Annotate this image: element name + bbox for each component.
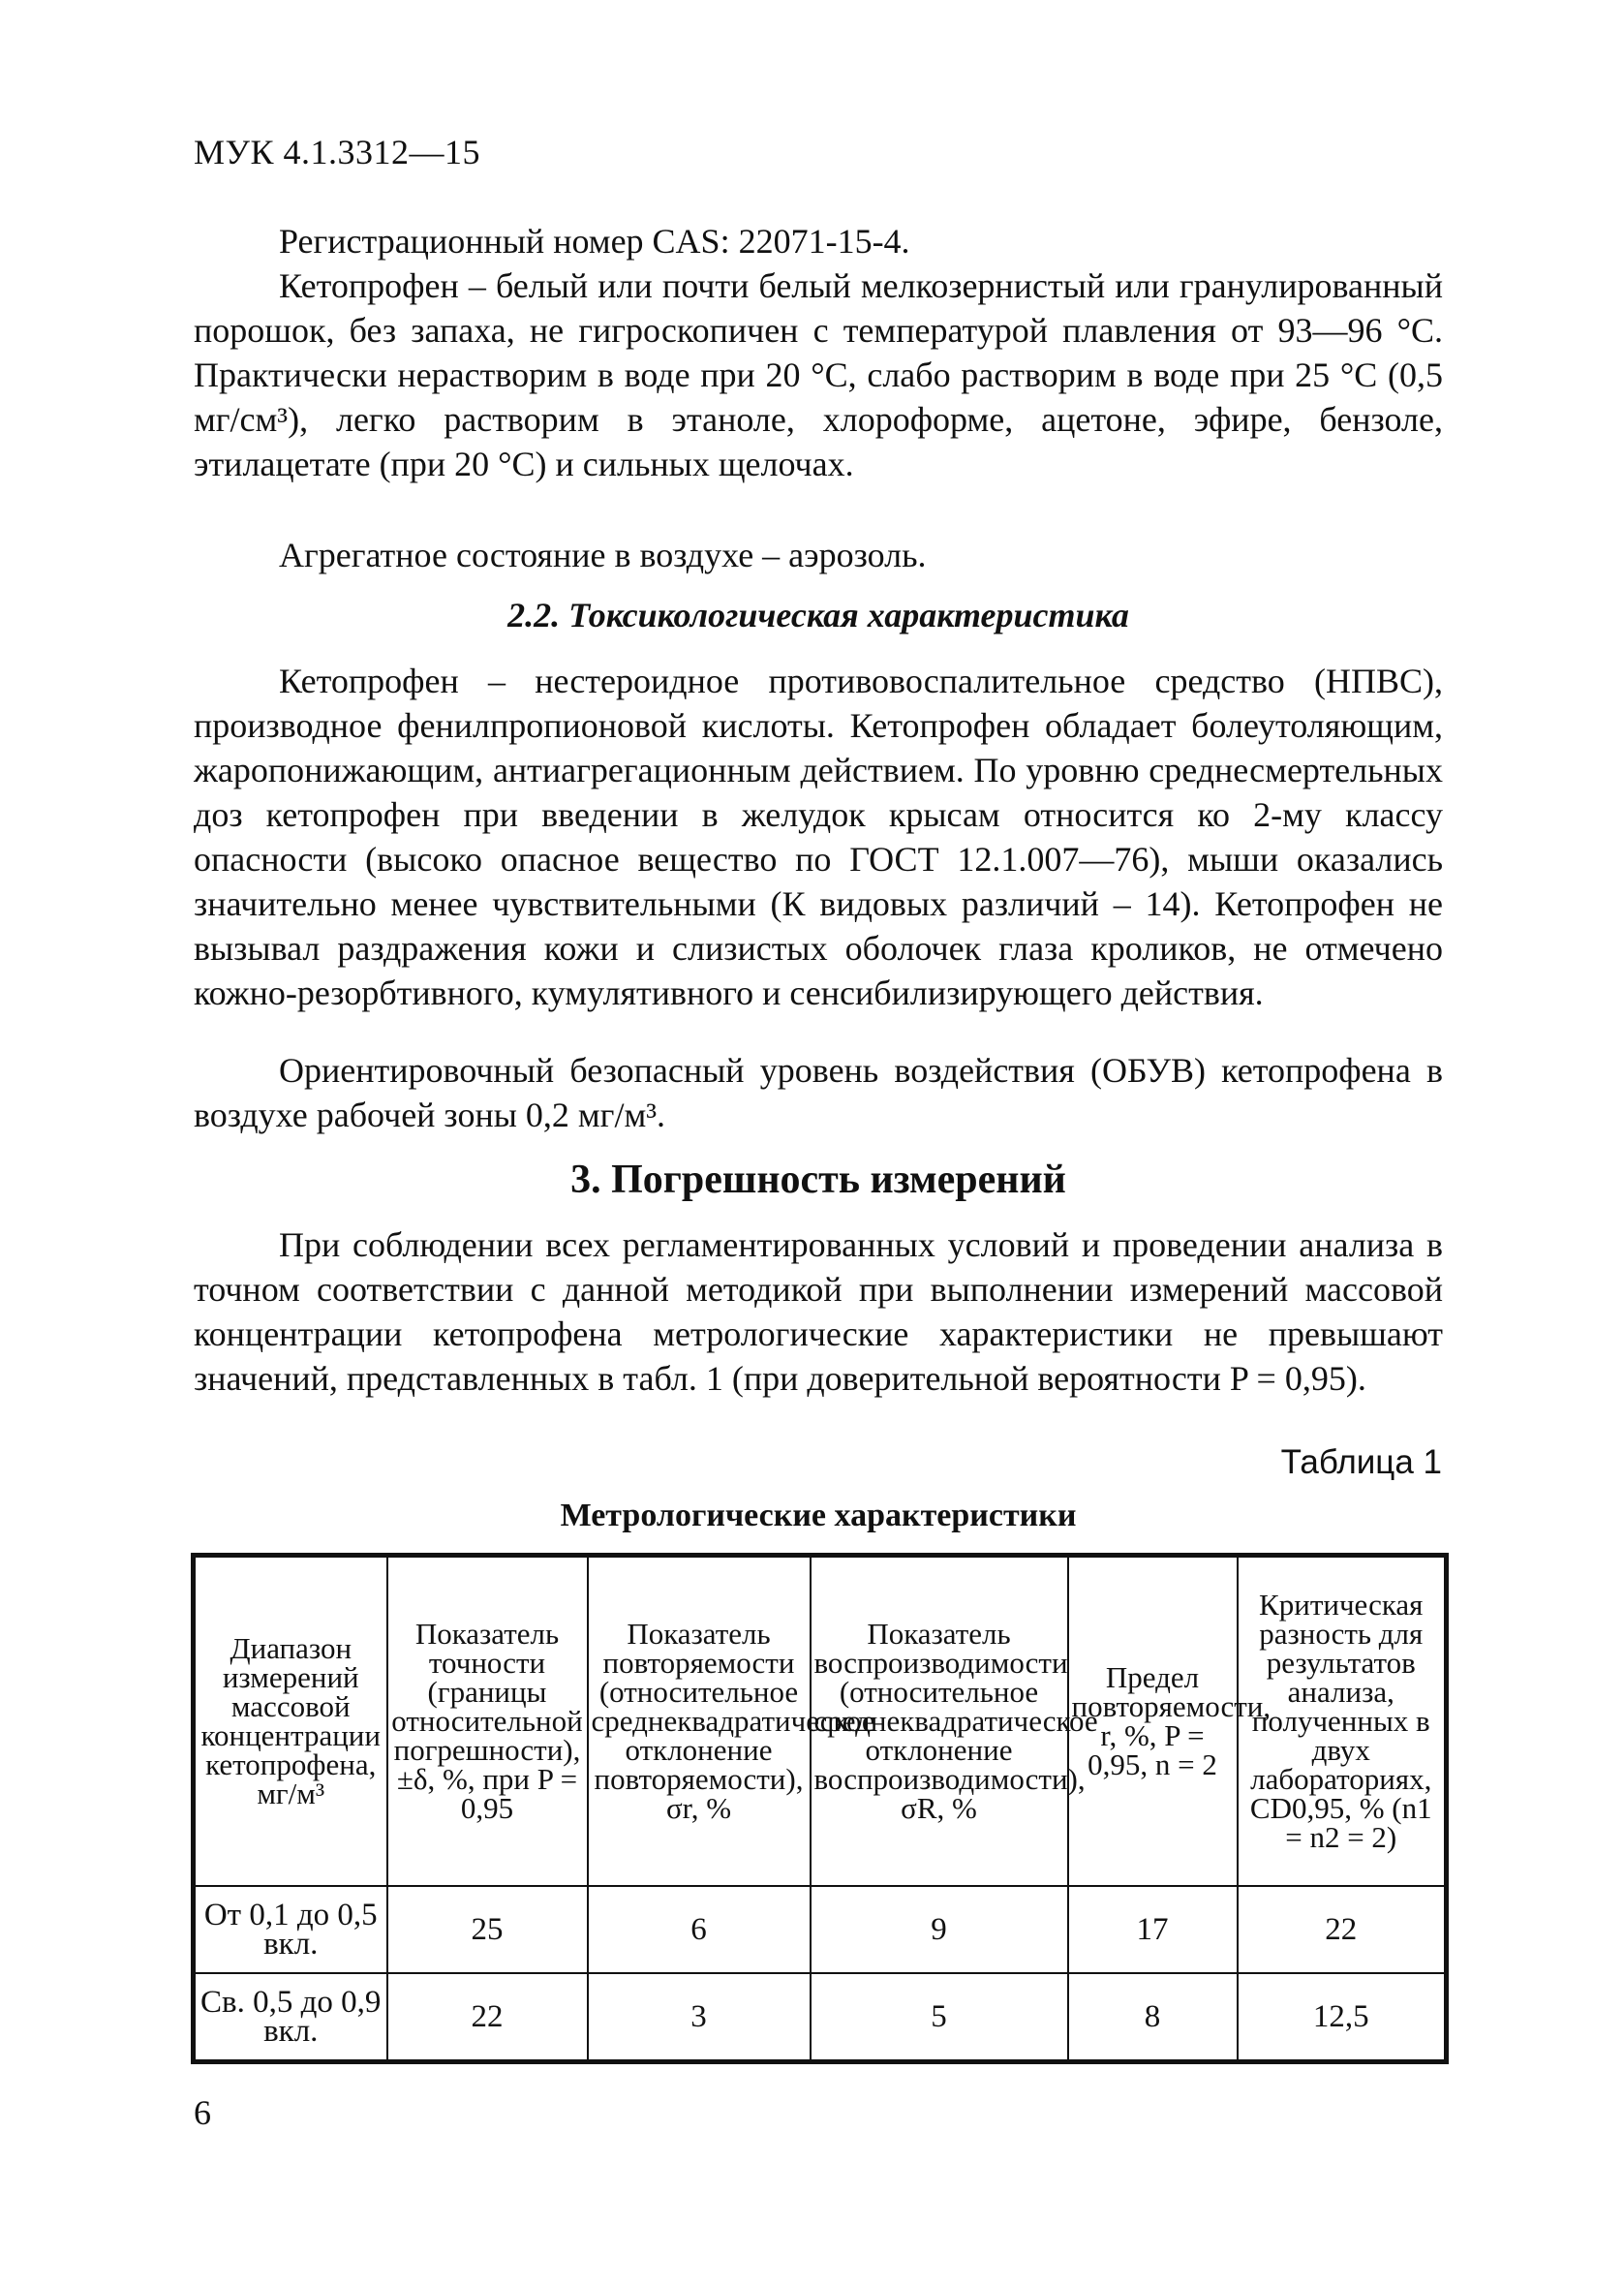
table-row xyxy=(194,1886,1447,1973)
header-accuracy: Показатель точности (границы относительной погрешности), ±δ, %, при P = 0,95 xyxy=(387,1556,588,1887)
table-cell: 22 xyxy=(387,1973,588,2062)
header-reproducibility: Показатель воспроизводимости (относительное среднеквадратическое отклонение воспроизводимости), σR, % xyxy=(811,1556,1068,1887)
table-cell: 8 xyxy=(1068,1973,1238,2062)
header-critical-difference: Критическая разность для результатов анализа, полученных в двух лабораториях, CD0,95, % (n1 = n2 = 2) xyxy=(1238,1556,1447,1887)
table-cell: 25 xyxy=(387,1886,588,1973)
table-cell: 9 xyxy=(811,1886,1068,1973)
measurement-error-paragraph: При соблюдении всех регламентированных условий и проведении анализа в точном соответствии с данной методикой при выполнении измерений массовой концентрации кетопрофена метрологические характеристики не превышают значений, представленных в табл. 1 (при доверительной вероятности P = 0,95). xyxy=(194,1225,1443,1398)
properties-paragraph-block xyxy=(194,263,1443,486)
toxicology-heading: 2.2. Токсикологическая характеристика xyxy=(507,596,1129,634)
table-header-row xyxy=(194,1556,1447,1887)
obuv-paragraph-block xyxy=(194,1048,1443,1137)
toxicology-paragraph-block xyxy=(194,659,1443,1015)
table-cell: 6 xyxy=(588,1886,811,1973)
table-cell: 3 xyxy=(588,1973,811,2062)
table-label: Таблица 1 xyxy=(1280,1443,1442,1481)
toxicology-paragraph: Кетопрофен – нестероидное противовоспалительное средство (НПВС), производное фенилпропионовой кислоты. Кетопрофен обладает болеутоляющим, жаропонижающим, антиагрегационным действием. По уровню среднесмертельных доз кетопрофен при введении в желудок крысам относится ко 2-му классу опасности (высоко опасное вещество по ГОСТ 12.1.007—76), мыши оказались значительно менее чувствительными (К видовых различий – 14). Кетопрофен не вызывал раздражения кожи и слизистых оболочек глаза кроликов, не отмечено кожно-резорбтивного, кумулятивного и сенсибилизирующего действия. xyxy=(194,662,1443,1012)
page-number: 6 xyxy=(194,2093,211,2132)
table-cell: 22 xyxy=(1238,1886,1447,1973)
table-cell: 17 xyxy=(1068,1886,1238,1973)
cas-number-paragraph: Регистрационный номер CAS: 22071-15-4. xyxy=(279,222,910,261)
obuv-paragraph: Ориентировочный безопасный уровень воздействия (ОБУВ) кетопрофена в воздухе рабочей зоны 0,2 мг/м³. xyxy=(194,1051,1443,1134)
document-header: МУК 4.1.3312—15 xyxy=(194,133,481,171)
table-cell: Св. 0,5 до 0,9 вкл. xyxy=(194,1973,387,2062)
aggregate-state-paragraph: Агрегатное состояние в воздухе – аэрозоль. xyxy=(279,536,927,574)
header-range: Диапазон измерений массовой концентрации кетопрофена, мг/м³ xyxy=(194,1556,387,1887)
error-paragraph-block xyxy=(194,1222,1443,1401)
metrological-table xyxy=(191,1553,1449,2064)
table-cell: От 0,1 до 0,5 вкл. xyxy=(194,1886,387,1973)
header-repeatability: Показатель повторяемости (относительное среднеквадратическое отклонение повторяемости), σr, % xyxy=(588,1556,811,1887)
table-cell: 12,5 xyxy=(1238,1973,1447,2062)
table-row xyxy=(194,1973,1447,2062)
state-paragraph-block xyxy=(194,533,1443,577)
properties-paragraph: Кетопрофен – белый или почти белый мелкозернистый или гранулированный порошок, без запаха, не гигроскопичен с температурой плавления от 93—96 °С. Практически нерастворим в воде при 20 °С, слабо растворим в воде при 25 °С (0,5 мг/см³), легко растворим в этаноле, хлороформе, ацетоне, эфире, бензоле, этилацетате (при 20 °С) и сильных щелочах. xyxy=(194,266,1443,483)
table-title: Метрологические характеристики xyxy=(560,1498,1077,1533)
section-3-heading: 3. Погрешность измерений xyxy=(570,1158,1066,1202)
cas-paragraph-block xyxy=(194,219,1443,263)
table-cell: 5 xyxy=(811,1973,1068,2062)
header-repeatability-limit: Предел повторяемости, r, %, P = 0,95, n = 2 xyxy=(1068,1556,1238,1887)
